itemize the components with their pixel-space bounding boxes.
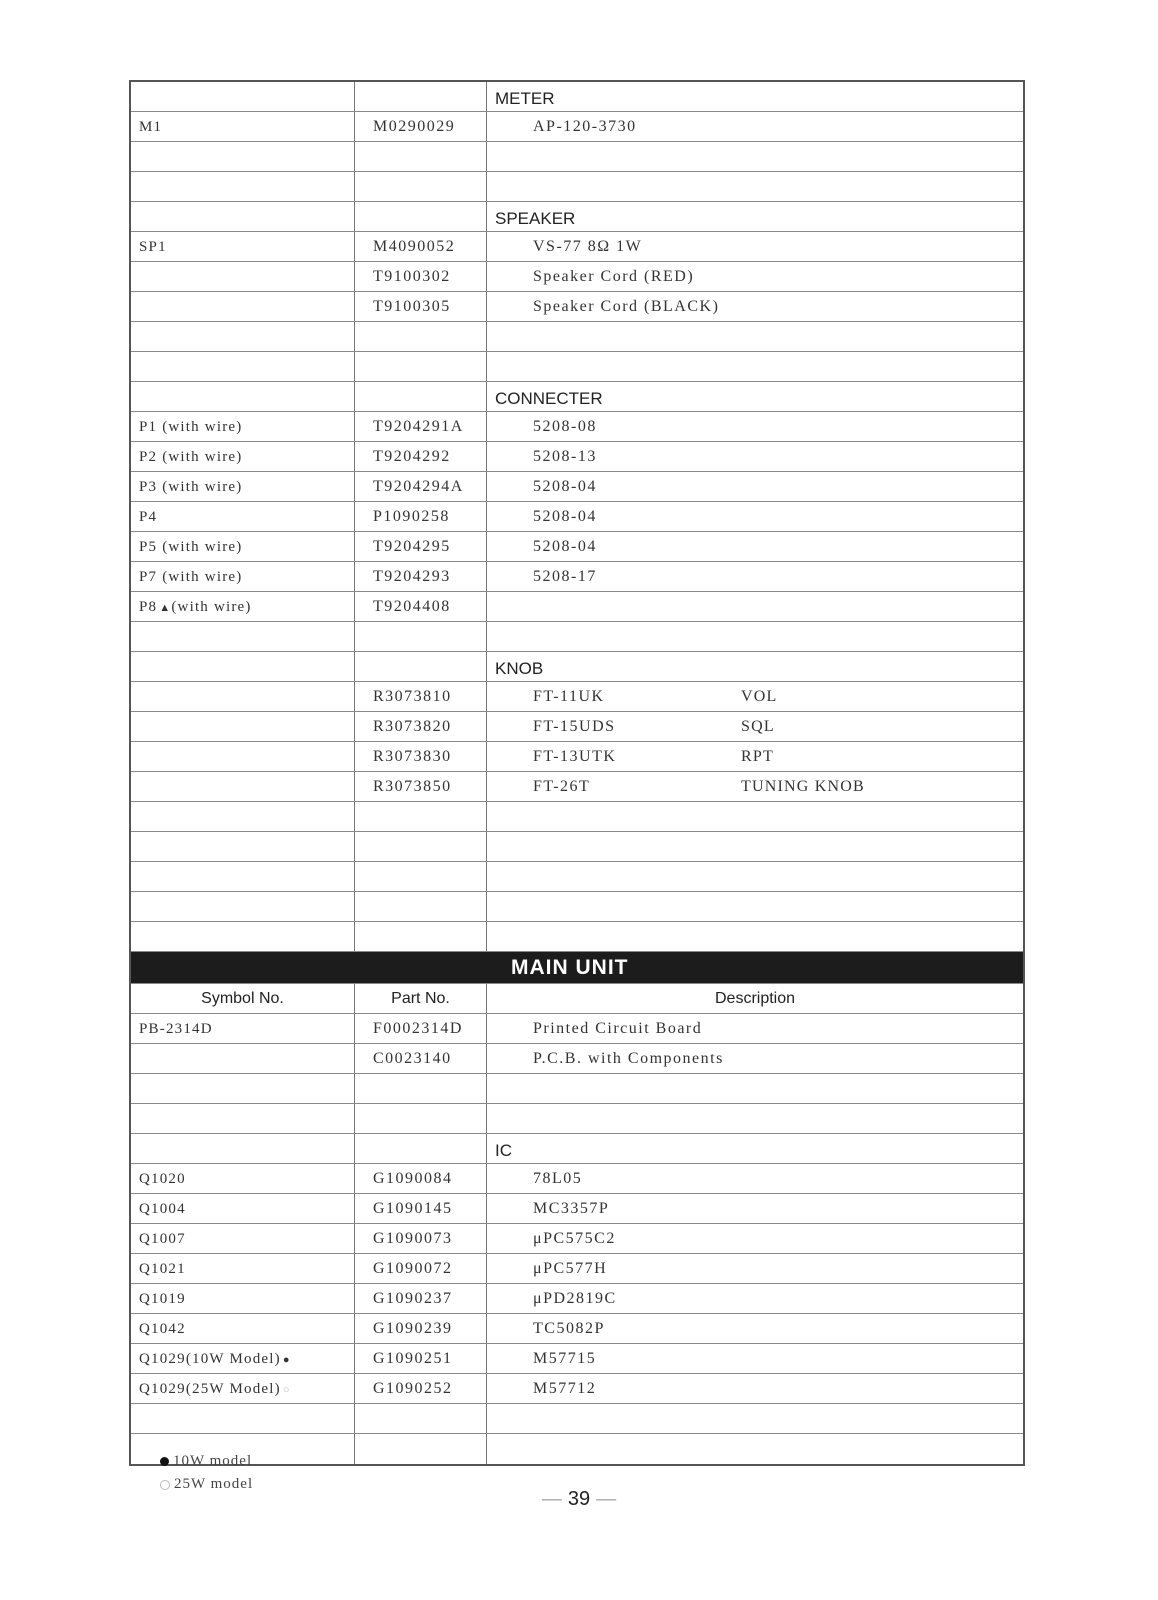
section-title-connecter: CONNECTER [495, 389, 603, 408]
desc-cell: VS-77 8Ω 1W [533, 238, 643, 255]
symbol-cell: Q1007 [131, 1224, 355, 1253]
table-row [131, 472, 1023, 502]
desc-cell: 5208-04 [533, 538, 597, 555]
desc-cell: Speaker Cord (BLACK) [533, 298, 720, 315]
note-cell: RPT [741, 748, 774, 765]
empty-row [131, 1404, 1023, 1434]
symbol-cell: P3 (with wire) [131, 472, 355, 501]
part-cell: R3073810 [355, 682, 487, 711]
symbol-cell [131, 1344, 355, 1373]
part-cell: G1090251 [355, 1344, 487, 1373]
symbol-cell: Q1019 [131, 1284, 355, 1313]
legend-label: 25W model [174, 1476, 254, 1492]
note-cell: VOL [741, 688, 778, 705]
desc-cell: 5208-04 [533, 478, 597, 495]
table-row [131, 502, 1023, 532]
desc-cell: M57712 [533, 1380, 597, 1397]
part-cell: G1090145 [355, 1194, 487, 1223]
symbol-cell: P5 (with wire) [131, 532, 355, 561]
symbol-cell: P1 (with wire) [131, 412, 355, 441]
part-cell: M0290029 [355, 112, 487, 141]
desc-cell: μPC577H [533, 1260, 608, 1277]
main-unit-banner [131, 952, 1023, 984]
table-row [131, 1014, 1023, 1044]
table-row [131, 1164, 1023, 1194]
empty-row [131, 172, 1023, 202]
hollow-dot-icon: ○ [282, 1384, 291, 1396]
empty-row [131, 1074, 1023, 1104]
table-row [131, 1344, 1023, 1374]
table-row [131, 262, 1023, 292]
symbol-cell: P7 (with wire) [131, 562, 355, 591]
empty-row [131, 1434, 1023, 1464]
empty-row [131, 142, 1023, 172]
symbol-cell: P2 (with wire) [131, 442, 355, 471]
symbol-cell [131, 1374, 355, 1403]
part-cell: R3073820 [355, 712, 487, 741]
empty-row [131, 322, 1023, 352]
desc-cell: 5208-04 [533, 508, 597, 525]
part-cell: T9204295 [355, 532, 487, 561]
section-header-row [131, 652, 1023, 682]
table-row [131, 712, 1023, 742]
symbol-cell: M1 [131, 112, 355, 141]
table-row [131, 1314, 1023, 1344]
part-cell: R3073830 [355, 742, 487, 771]
symbol-cell [131, 262, 355, 291]
table-row [131, 592, 1023, 622]
desc-cell: MC3357P [533, 1200, 610, 1217]
part-cell: T9204408 [355, 592, 487, 621]
symbol-cell: Q1004 [131, 1194, 355, 1223]
part-cell: C0023140 [355, 1044, 487, 1073]
section-title-knob: KNOB [495, 659, 544, 678]
empty-row [131, 352, 1023, 382]
section-title-speaker: SPEAKER [495, 209, 576, 228]
note-cell: TUNING KNOB [741, 778, 865, 795]
column-header-part: Part No. [355, 984, 487, 1013]
table-row [131, 562, 1023, 592]
desc-cell: M57715 [533, 1350, 597, 1367]
dash-left: — [541, 1488, 562, 1510]
part-cell: M4090052 [355, 232, 487, 261]
part-cell: T9204292 [355, 442, 487, 471]
part-cell: T9204294A [355, 472, 487, 501]
symbol-cell: Q1042 [131, 1314, 355, 1343]
desc-cell: TC5082P [533, 1320, 605, 1337]
main-unit-title: MAIN UNIT [511, 955, 629, 979]
part-cell: F0002314D [355, 1014, 487, 1043]
table-row [131, 1374, 1023, 1404]
symbol-text: Q1029(10W Model) [139, 1351, 281, 1367]
part-cell: G1090084 [355, 1164, 487, 1193]
legend-10w [160, 1453, 252, 1470]
empty-row [131, 802, 1023, 832]
section-header-row [131, 382, 1023, 412]
section-title-meter: METER [495, 89, 555, 108]
empty-row [131, 862, 1023, 892]
desc-cell: 5208-08 [533, 418, 597, 435]
table-row [131, 1284, 1023, 1314]
section-title-ic: IC [495, 1141, 512, 1160]
section-header-row [131, 82, 1023, 112]
section-header-row [131, 202, 1023, 232]
triangle-marker-icon: ▲ [159, 602, 172, 614]
part-cell: T9100302 [355, 262, 487, 291]
desc-cell: AP-120-3730 [533, 118, 637, 135]
page-number [0, 1488, 1158, 1511]
column-header-description: Description [714, 990, 796, 1007]
note-cell: SQL [741, 718, 775, 735]
table-row [131, 1254, 1023, 1284]
part-cell: G1090239 [355, 1314, 487, 1343]
filled-dot-icon: ● [282, 1354, 291, 1366]
symbol-cell: P4 [131, 502, 355, 531]
page-number-value: 39 [567, 1488, 591, 1510]
table-row [131, 742, 1023, 772]
symbol-cell [131, 1044, 355, 1073]
desc-cell: P.C.B. with Components [533, 1050, 724, 1067]
column-header-row [131, 984, 1023, 1014]
table-row [131, 772, 1023, 802]
part-cell: T9100305 [355, 292, 487, 321]
symbol-cell: Q1021 [131, 1254, 355, 1283]
symbol-text: P8 [139, 599, 158, 615]
table-row [131, 1224, 1023, 1254]
part-cell: G1090072 [355, 1254, 487, 1283]
desc-cell: μPD2819C [533, 1290, 617, 1307]
table-row [131, 412, 1023, 442]
table-row [131, 292, 1023, 322]
desc-cell: 5208-13 [533, 448, 597, 465]
empty-row [131, 1104, 1023, 1134]
desc-cell: μPC575C2 [533, 1230, 616, 1247]
empty-row [131, 832, 1023, 862]
desc-cell: Speaker Cord (RED) [533, 268, 695, 285]
dash-right: — [596, 1488, 617, 1510]
legend-label: 10W model [173, 1453, 253, 1469]
table-row [131, 232, 1023, 262]
symbol-cell [131, 592, 355, 621]
desc-cell: FT-15UDS [533, 718, 616, 735]
part-cell: T9204293 [355, 562, 487, 591]
symbol-cell [131, 292, 355, 321]
empty-row [131, 622, 1023, 652]
column-header-symbol: Symbol No. [131, 984, 355, 1013]
part-cell: G1090237 [355, 1284, 487, 1313]
section-header-row [131, 1134, 1023, 1164]
part-cell: G1090252 [355, 1374, 487, 1403]
part-cell: T9204291A [355, 412, 487, 441]
empty-row [131, 892, 1023, 922]
desc-cell: FT-13UTK [533, 748, 617, 765]
table-row [131, 1044, 1023, 1074]
empty-row [131, 922, 1023, 952]
table-row [131, 682, 1023, 712]
desc-cell: Printed Circuit Board [533, 1020, 703, 1037]
part-cell: P1090258 [355, 502, 487, 531]
symbol-cell: SP1 [131, 232, 355, 261]
symbol-suffix: (with wire) [171, 599, 252, 615]
part-cell: G1090073 [355, 1224, 487, 1253]
symbol-text: Q1029(25W Model) [139, 1381, 281, 1397]
desc-cell: 5208-17 [533, 568, 597, 585]
table-row [131, 1194, 1023, 1224]
parts-table [129, 80, 1025, 1466]
symbol-cell: PB-2314D [131, 1014, 355, 1043]
desc-cell: 78L05 [533, 1170, 583, 1187]
filled-dot-icon [160, 1457, 169, 1466]
desc-cell: FT-26T [533, 778, 591, 795]
table-row [131, 112, 1023, 142]
symbol-cell: Q1020 [131, 1164, 355, 1193]
part-cell: R3073850 [355, 772, 487, 801]
table-row [131, 532, 1023, 562]
desc-cell: FT-11UK [533, 688, 605, 705]
table-row [131, 442, 1023, 472]
